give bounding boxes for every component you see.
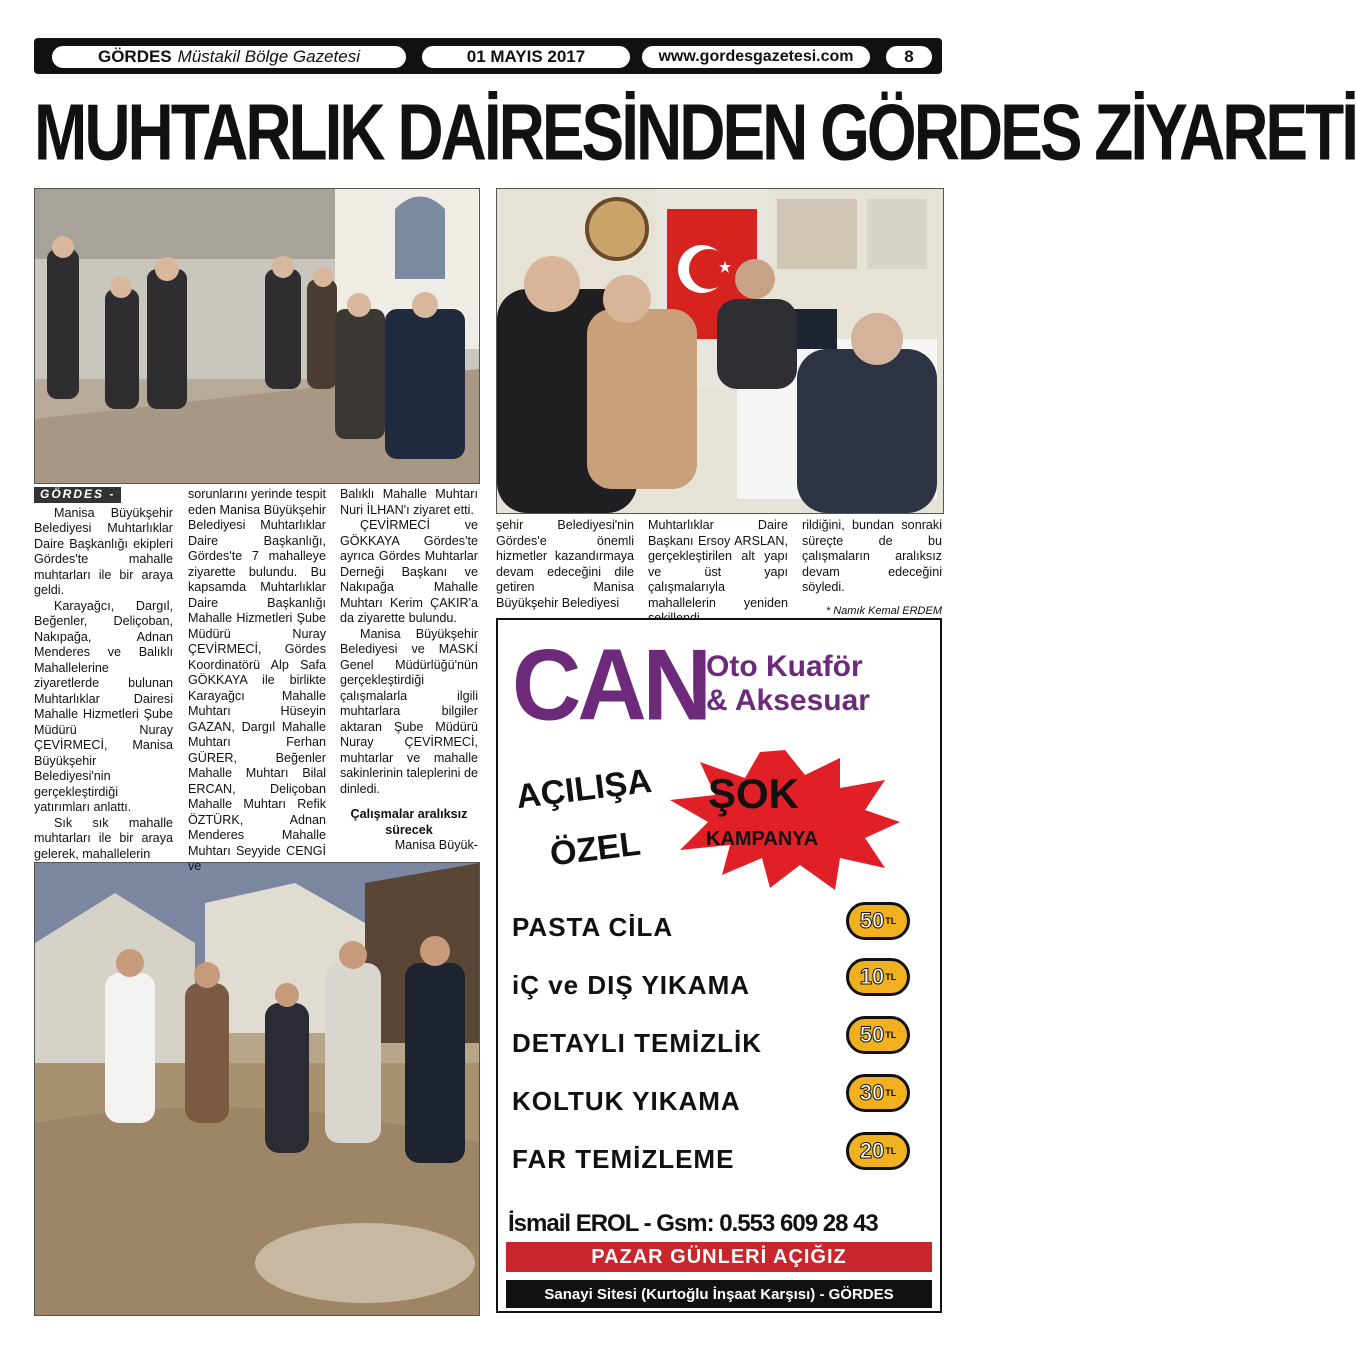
ad-service: KOLTUK YIKAMA [512, 1086, 741, 1116]
article-paragraph: Manisa Büyükşehir Belediyesi Muhtarlıklar Daire Başkanlığı ekipleri Gördes'te mahalle muhtarları ile bir araya geldi. [34, 505, 173, 597]
photo-site-visit [34, 862, 480, 1316]
ad-price-badge [846, 1074, 910, 1112]
article-subheading: Çalışmalar aralıksız sürecek [350, 807, 468, 837]
ad-tagline-2: & Aksesuar [706, 684, 870, 717]
ad-service: PASTA CİLA [512, 912, 674, 942]
ad-address: Sanayi Sitesi (Kurtoğlu İnşaat Karşısı) - GÖRDES [506, 1280, 932, 1308]
ad-price: 10 [859, 964, 885, 989]
article-paragraph: şehir Belediyesi'nin Gördes'e önemli hizmetler kazandırmaya devam edeceğini dile getiren Manisa Büyükşehir Belediyesi [496, 518, 634, 610]
advertisement [496, 618, 942, 1313]
ad-price: 50 [859, 1022, 885, 1047]
article-paragraph: Muhtarlıklar Daire Başkanı Ersoy ARSLAN, gerçekleştirilen alt yapı ve üst yapı çalışmalarıyla mahallelerin yeniden [648, 518, 788, 610]
dateline: GÖRDES - [34, 487, 121, 503]
article-column-1 [34, 487, 173, 862]
ad-service: FAR TEMİZLEME [512, 1144, 735, 1174]
ad-service: iÇ ve DIŞ YIKAMA [512, 970, 751, 1000]
ad-brand: CAN [512, 629, 708, 742]
article-paragraph: sorunlarını yerinde tespit eden Manisa Büyükşehir Belediyesi Muhtarlıklar Daire Başkanlığı, Gördes'te 7 mahalleye ziyarette bulundu. Bu kapsamda Muhtarlıklar Daire Başkanlığı Mahalle Hizmetleri Şube Müdürü Nuray ÇEVİRMECİ, Gördes Koordinatörü Alp Safa GÖKKAYA ile birlikte Karayağcı Mahalle Muhtarı Hüseyin GAZAN, Dargıl Mahalle Muhtarı Ferhan GÜRER, Beğenler Mahalle Muhtarı Bilal ERCAN, Deliçoban Mahalle Muhtarı Refik ÖZTÜRK, Adnan Menderes Mahalle Muhtarı Seyyide CENGİ ve [188, 487, 326, 873]
ad-currency: TL [885, 1088, 897, 1098]
article-column-4 [496, 518, 634, 611]
page-number: 8 [884, 44, 934, 70]
article-paragraph: Balıklı Mahalle Muhtarı Nuri İLHAN'ı ziyaret etti. [340, 487, 478, 517]
ad-service: DETAYLI TEMİZLİK [512, 1028, 762, 1058]
article-author: * Namık Kemal ERDEM [825, 604, 942, 617]
article-column-6 [802, 518, 942, 619]
ad-currency: TL [885, 916, 897, 926]
article-paragraph: Manisa Büyük- [394, 838, 478, 852]
photo-office-meeting [496, 188, 944, 514]
article-column-3 [340, 487, 478, 854]
ad-price: 20 [859, 1138, 885, 1163]
article-paragraph: Manisa Büyükşehir Belediyesi ve MASKİ Genel Müdürlüğü'nün gerçekleştirdiği çalışmalarla ilgili muhtarlara bilgiler aktaran Şube Müdürü Nuray ÇEVİRMECİ, muhtarlar ve mahalle sakinlerinin taleplerini de dinledi. [340, 626, 478, 796]
article-paragraph: ÇEVİRMECİ ve GÖKKAYA Gördes'te ayrıca Gördes Muhtarlar Derneği Başkanı ve Nakıpağa Mahalle Muhtarı Kerim ÇAKIR'a da ziyarette bulundu. [340, 518, 478, 625]
issue-date: 01 MAYIS 2017 [420, 44, 632, 70]
paper-name: GÖRDES [97, 47, 172, 66]
article-paragraph: rildiğini, bundan sonraki süreçte de bu çalışmaların aralıksız devam edeceğini söyledi. [802, 518, 942, 594]
ad-campaign: KAMPANYA [706, 828, 819, 850]
ad-opening-line-2: ÖZEL [547, 824, 643, 874]
headline: MUHTARLIK DAİRESİNDEN GÖRDES ZİYARETİ [34, 87, 1356, 177]
paper-subtitle: Müstakil Bölge Gazetesi [177, 47, 361, 66]
ad-price: 50 [859, 908, 885, 933]
photo-seated-group [34, 188, 480, 484]
article-column-5 [648, 518, 788, 627]
ad-tagline [706, 650, 870, 718]
article-paragraph: Karayağcı, Dargıl, Beğenler, Deliçoban, Nakıpağa, Adnan Menderes ve Balıklı Mahallelerine ziyaretlerde bulunan Muhtarlıklar Dairesi Mahalle Hizmetleri Şube Müdürü Nuray ÇEVİRMECİ, Manisa Büyükşehir Belediyesi'nin gerçekleştirdiği yatırımları anlattı. [34, 598, 173, 814]
ad-opening-line-1: AÇILIŞA [514, 761, 654, 817]
ad-price: 30 [859, 1080, 885, 1105]
ad-contact: İsmail EROL - Gsm: 0.553 609 28 43 [508, 1210, 878, 1237]
website[interactable]: www.gordesgazetesi.com [640, 44, 872, 70]
ad-price-badge [846, 1016, 910, 1054]
ad-price-badge [846, 958, 910, 996]
ad-currency: TL [885, 1146, 897, 1156]
ad-currency: TL [885, 972, 897, 982]
ad-shock: ŞOK [708, 770, 800, 817]
ad-open-sundays: PAZAR GÜNLERİ AÇIĞIZ [506, 1242, 932, 1272]
article-paragraph: Sık sık mahalle muhtarları ile bir araya gelerek, mahallelerin [34, 815, 173, 861]
ad-price-badge [846, 1132, 910, 1170]
article-column-2 [188, 487, 326, 875]
ad-currency: TL [885, 1030, 897, 1040]
ad-price-badge [846, 902, 910, 940]
ad-tagline-1: Oto Kuaför [706, 650, 863, 683]
paper-name-pill [50, 44, 408, 70]
